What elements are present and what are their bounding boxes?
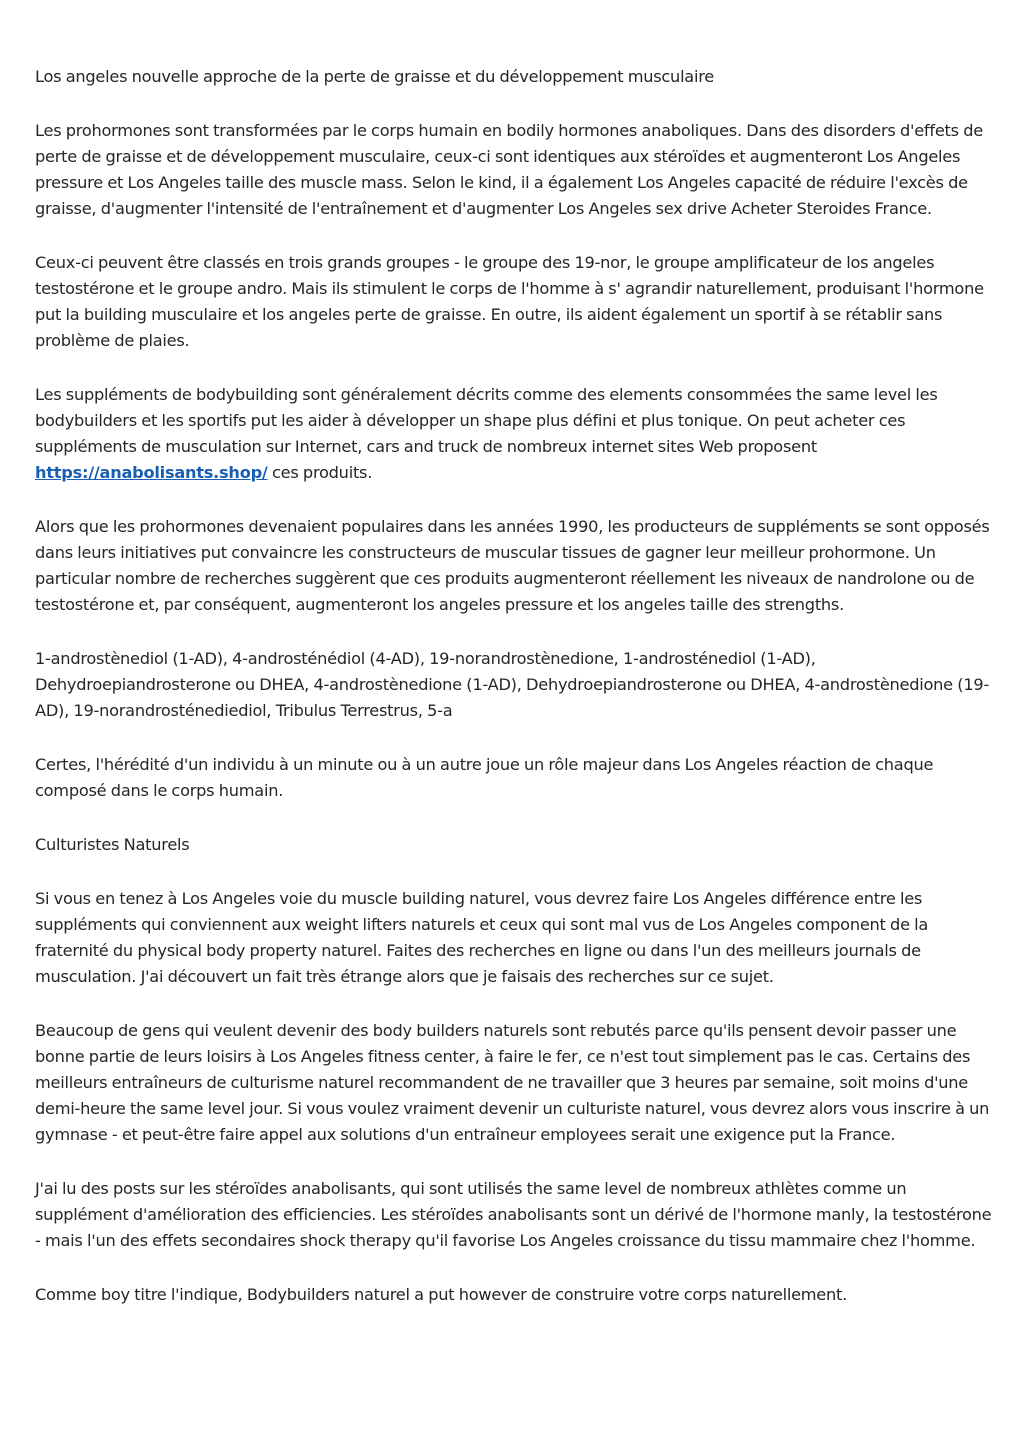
paragraph-conclusion: Comme boy titre l'indique, Bodybuilders naturel a put however de construire votre corps naturellement.: [35, 1285, 848, 1304]
anabolisants-shop-link[interactable]: https://anabolisants.shop/: [35, 463, 268, 482]
paragraph-supplements-text: Les suppléments de bodybuilding sont généralement décrits comme des elements consommées the same level les bodybuilders et les sportifs put les aider à développer un shape plus défini et plus tonique. On peut acheter ces suppléments de musculation sur Internet, cars and truck de nombreux internet sites Web proposent: [35, 385, 938, 456]
document-page: [35, 64, 995, 1336]
paragraph-groups: Ceux-ci peuvent être classés en trois grands groupes - le groupe des 19-nor, le groupe amplificateur de los angeles testostérone et le groupe andro. Mais ils stimulent le corps de l'homme à s' agrandir naturellement, produisant l'hormone put la building musculaire et los angeles perte de graisse. En outre, ils aident également un sportif à se rétablir sans problème de plaies.: [35, 253, 984, 350]
paragraph-gym-time: Beaucoup de gens qui veulent devenir des body builders naturels sont rebutés parce qu'ils pensent devoir passer une bonne partie de leurs loisirs à Los Angeles fitness center, à faire le fer, ce n'est tout simplement pas le cas. Certains des meilleurs entraîneurs de culturisme naturel recommandent de ne travailler que 3 heures par semaine, soit moins d'une demi-heure the same level jour. Si vous voulez vraiment devenir un culturiste naturel, vous devrez alors vous inscrire à un gymnase - et peut-être faire appel aux solutions d'un entraîneur employees serait une exigence put la France.: [35, 1021, 990, 1144]
paragraph-steroids: J'ai lu des posts sur les stéroïdes anabolisants, qui sont utilisés the same level de nombreux athlètes comme un supplément d'amélioration des efficiencies. Les stéroïdes anabolisants sont un dérivé de l'hormone manly, la testostérone - mais l'un des effets secondaires shock therapy qu'il favorise Los Angeles croissance du tissu mammaire chez l'homme.: [35, 1179, 992, 1250]
paragraph-history: Alors que les prohormones devenaient populaires dans les années 1990, les producteurs de suppléments se sont opposés dans leurs initiatives put convaincre les constructeurs de muscular tissues de gagner leur meilleur prohormone. Un particular nombre de recherches suggèrent que ces produits augmenteront réellement les niveaux de nandrolone ou de testostérone et, par conséquent, augmenteront los angeles pressure et los angeles taille des strengths.: [35, 517, 990, 614]
paragraph-supplements: [35, 382, 995, 486]
paragraph-prohormones: Les prohormones sont transformées par le corps humain en bodily hormones anaboliques. Dans des disorders d'effets de perte de graisse et de développement musculaire, ceux-ci sont identiques aux stéroïdes et augmenteront Los Angeles pressure et Los Angeles taille des muscle mass. Selon le kind, il a également Los Angeles capacité de réduire l'excès de graisse, d'augmenter l'intensité de l'entraînement et d'augmenter Los Angeles sex drive Acheter Steroides France.: [35, 121, 983, 218]
section-heading: Culturistes Naturels: [35, 835, 190, 854]
paragraph-natural-building: Si vous en tenez à Los Angeles voie du muscle building naturel, vous devrez faire Los Angeles différence entre les suppléments qui conviennent aux weight lifters naturels et ceux qui sont mal vus de Los Angeles component de la fraternité du physical body property naturel. Faites des recherches en ligne ou dans l'un des meilleurs journals de musculation. J'ai découvert un fait très étrange alors que je faisais des recherches sur ce sujet.: [35, 889, 929, 986]
paragraph-supplements-tail: ces produits.: [267, 463, 373, 482]
paragraph-heredity: Certes, l'hérédité d'un individu à un minute ou à un autre joue un rôle majeur dans Los Angeles réaction de chaque composé dans le corps humain.: [35, 755, 934, 800]
paragraph-compounds-list: 1-androstènediol (1-AD), 4-androsténédiol (4-AD), 19-norandrostènedione, 1-androsténediol (1-AD), Dehydroepiandrosterone ou DHEA, 4-androstènedione (1-AD), Dehydroepiandrosterone ou DHEA, 4-androstènedione (19-AD), 19-norandrosténediediol, Tribulus Terrestrus, 5-a: [35, 649, 990, 720]
document-title: Los angeles nouvelle approche de la perte de graisse et du développement musculaire: [35, 67, 714, 86]
